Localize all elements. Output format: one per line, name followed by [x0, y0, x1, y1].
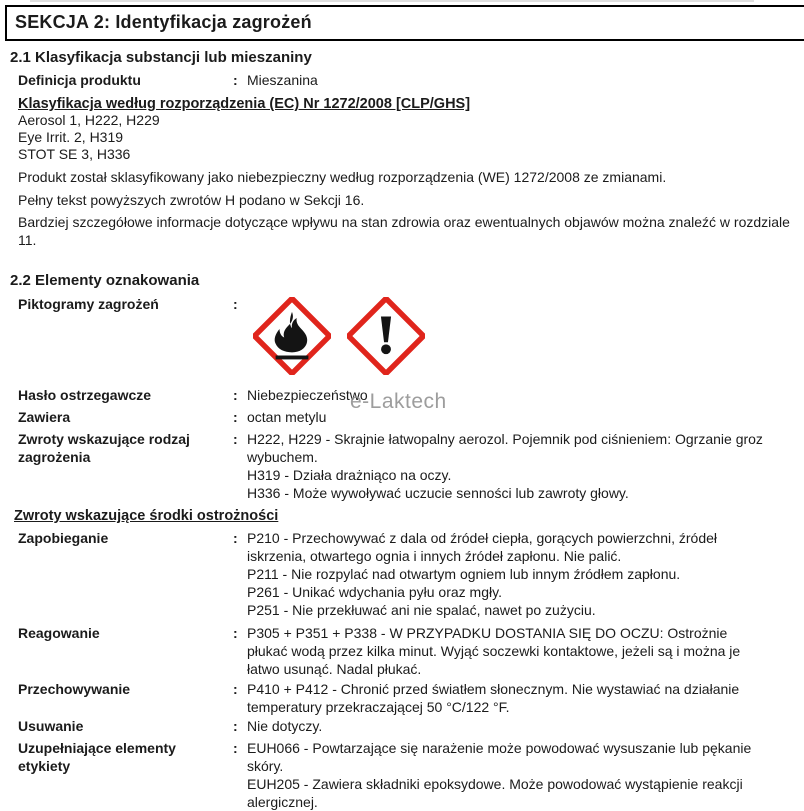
flame-pictogram-icon [253, 297, 331, 375]
value-line: P251 - Nie przekłuwać ani nie spalać, nawet po zużyciu. [247, 602, 596, 618]
colon: : [233, 296, 238, 312]
colon: : [233, 530, 238, 546]
colon: : [233, 409, 238, 425]
value-line: EUH205 - Zawiera składniki epoksydowe. Może powodować wystąpienie reakcji [247, 776, 743, 792]
section-title: SEKCJA 2: Identyfikacja zagrożeń [15, 12, 312, 32]
note-full-text-section16: Pełny tekst powyższych zwrotów H podano w Sekcji 16. [18, 192, 365, 208]
value-line: H222, H229 - Skrajnie łatwopalny aerozol. Pojemnik pod ciśnieniem: Ogrzanie groz [247, 431, 763, 447]
field-label: Reagowanie [18, 625, 100, 641]
field-row-prevention [18, 529, 804, 619]
value-line: Nie dotyczy. [247, 718, 323, 734]
value-line: skóry. [247, 758, 284, 774]
field-label: Zawiera [18, 409, 71, 425]
field-row-hazard-pictograms [18, 295, 804, 377]
value-line: P210 - Przechowywać z dala od źródeł ciepła, gorących powierzchni, źródeł [247, 530, 718, 546]
value-line: P211 - Nie rozpylać nad otwartym ogniem lub innym źródłem zapłonu. [247, 566, 681, 582]
subsection-heading-2-1: 2.1 Klasyfikacja substancji lub mieszaniny [10, 49, 312, 66]
classification-line: STOT SE 3, H336 [18, 146, 131, 162]
value-line: H319 - Działa drażniąco na oczy. [247, 467, 452, 483]
value-line: płukać wodą przez kilka minut. Wyjąć soczewki kontaktowe, jeżeli są i można je [247, 643, 741, 659]
field-row-response [18, 624, 804, 678]
subsection-heading-2-2: 2.2 Elementy oznakowania [10, 272, 200, 289]
field-value: Niebezpieczeństwo [247, 387, 368, 403]
field-row-product-definition [18, 71, 804, 89]
value-line: alergicznej. [247, 794, 318, 810]
field-row-storage [18, 680, 804, 716]
field-label: Zapobieganie [18, 530, 109, 546]
classification-heading: Klasyfikacja według rozporządzenia (EC) Nr 1272/2008 [CLP/GHS] [18, 96, 471, 112]
field-label: Przechowywanie [18, 681, 131, 697]
colon: : [233, 681, 238, 697]
value-line: wybuchem. [247, 449, 318, 465]
field-label: Definicja produktu [18, 72, 141, 88]
field-row-disposal [18, 717, 804, 735]
hazard-pictograms [253, 297, 804, 377]
classification-line: Eye Irrit. 2, H319 [18, 129, 124, 145]
value-line: iskrzenia, otwartego ognia i innych źródeł zapłonu. Nie palić. [247, 548, 622, 564]
scan-artifact-line [30, 0, 754, 2]
classification-line: Aerosol 1, H222, H229 [18, 112, 160, 128]
colon: : [233, 431, 238, 447]
watermark: e-Laktech [350, 390, 447, 413]
field-row-supplemental-label [18, 739, 804, 811]
field-value: Mieszanina [247, 72, 318, 88]
field-label: Zwroty wskazujące rodzaj zagrożenia [18, 431, 190, 465]
value-line: P305 + P351 + P338 - W PRZYPADKU DOSTANIA SIĘ DO OCZU: Ostrożnie [247, 625, 728, 641]
value-line: łatwo usunąć. Nadal płukać. [247, 661, 422, 677]
colon: : [233, 387, 238, 403]
field-label: Hasło ostrzegawcze [18, 387, 152, 403]
field-row-hazard-statements [18, 430, 804, 502]
value-line: temperatury przekraczającej 50 °C/122 °F. [247, 699, 510, 715]
field-value: octan metylu [247, 409, 327, 425]
field-label: Usuwanie [18, 718, 84, 734]
note-classified-hazardous: Produkt został sklasyfikowany jako niebezpieczny według rozporządzenia (WE) 1272/2008 ze zmianami. [18, 169, 667, 185]
value-line: P261 - Unikać wdychania pyłu oraz mgły. [247, 584, 502, 600]
colon: : [233, 740, 238, 756]
colon: : [233, 718, 238, 734]
field-label: Uzupełniające elementy etykiety [18, 740, 176, 774]
field-label: Piktogramy zagrożeń [18, 296, 159, 312]
value-line: P410 + P412 - Chronić przed światłem słonecznym. Nie wystawiać na działanie [247, 681, 740, 697]
exclamation-pictogram-icon [347, 297, 425, 375]
value-line: EUH066 - Powtarzające się narażenie może powodować wysuszanie lub pękanie [247, 740, 752, 756]
colon: : [233, 625, 238, 641]
note-more-info-section11: Bardziej szczegółowe informacje dotyczące wpływu na stan zdrowia oraz ewentualnych objawów można znaleźć w rozdziale 11. [18, 214, 790, 248]
value-line: H336 - Może wywoływać uczucie senności lub zawroty głowy. [247, 485, 629, 501]
colon: : [233, 72, 238, 88]
section-header-box [5, 5, 804, 41]
precaution-heading: Zwroty wskazujące środki ostrożności [14, 508, 279, 524]
